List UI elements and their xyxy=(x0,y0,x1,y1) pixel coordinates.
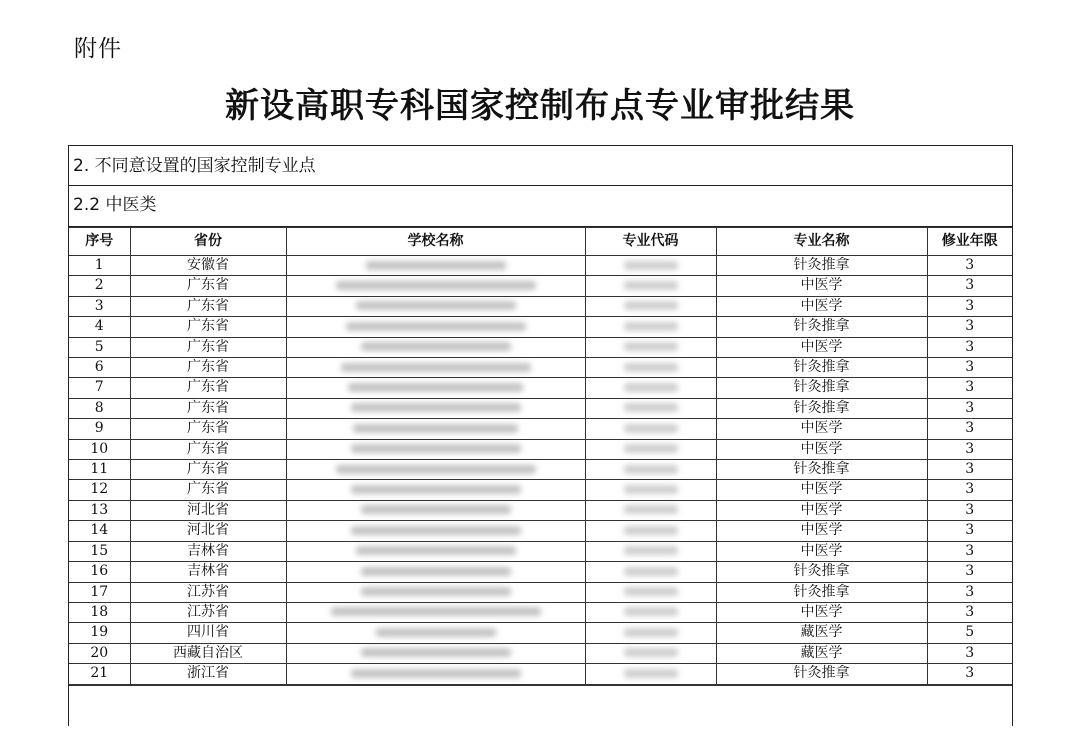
row-major: 中医学 xyxy=(716,439,927,459)
row-school-redacted xyxy=(286,602,585,622)
row-years: 3 xyxy=(927,602,1012,622)
redaction-blur xyxy=(361,505,511,514)
table-row xyxy=(69,521,1012,541)
row-school-redacted xyxy=(286,480,585,500)
redaction-blur xyxy=(351,444,521,453)
row-index: 15 xyxy=(69,541,130,561)
row-major: 藏医学 xyxy=(716,643,927,663)
row-years: 3 xyxy=(927,317,1012,337)
row-years: 3 xyxy=(927,276,1012,296)
row-code-redacted xyxy=(585,623,716,643)
row-school-redacted xyxy=(286,562,585,582)
redaction-blur xyxy=(351,526,521,535)
row-major: 中医学 xyxy=(716,480,927,500)
table-row xyxy=(69,541,1012,561)
row-index: 8 xyxy=(69,398,130,418)
redaction-blur xyxy=(361,648,511,657)
redaction-blur xyxy=(624,648,678,657)
row-major: 针灸推拿 xyxy=(716,582,927,602)
row-major: 藏医学 xyxy=(716,623,927,643)
row-years: 3 xyxy=(927,541,1012,561)
table-header-row xyxy=(69,228,1012,256)
row-years: 3 xyxy=(927,398,1012,418)
table-row xyxy=(69,500,1012,520)
row-index: 11 xyxy=(69,460,130,480)
row-school-redacted xyxy=(286,500,585,520)
redaction-blur xyxy=(351,669,521,678)
row-province: 广东省 xyxy=(130,398,286,418)
redaction-blur xyxy=(624,424,678,433)
row-code-redacted xyxy=(585,256,716,276)
row-code-redacted xyxy=(585,643,716,663)
row-province: 吉林省 xyxy=(130,562,286,582)
row-code-redacted xyxy=(585,398,716,418)
table-row xyxy=(69,358,1012,378)
row-major: 针灸推拿 xyxy=(716,664,927,684)
row-index: 4 xyxy=(69,317,130,337)
redaction-blur xyxy=(351,485,521,494)
row-code-redacted xyxy=(585,480,716,500)
row-school-redacted xyxy=(286,439,585,459)
row-index: 18 xyxy=(69,602,130,622)
row-major: 中医学 xyxy=(716,521,927,541)
row-province: 西藏自治区 xyxy=(130,643,286,663)
row-school-redacted xyxy=(286,419,585,439)
row-code-redacted xyxy=(585,419,716,439)
row-years: 3 xyxy=(927,296,1012,316)
table-row xyxy=(69,623,1012,643)
redaction-blur xyxy=(624,505,678,514)
row-index: 10 xyxy=(69,439,130,459)
redaction-blur xyxy=(624,363,678,372)
table-row xyxy=(69,398,1012,418)
redaction-blur xyxy=(624,465,678,474)
row-major: 针灸推拿 xyxy=(716,317,927,337)
row-code-redacted xyxy=(585,296,716,316)
table-row xyxy=(69,664,1012,684)
row-index: 3 xyxy=(69,296,130,316)
header-index: 序号 xyxy=(69,228,130,256)
row-province: 吉林省 xyxy=(130,541,286,561)
row-major: 针灸推拿 xyxy=(716,256,927,276)
row-index: 19 xyxy=(69,623,130,643)
row-years: 5 xyxy=(927,623,1012,643)
redaction-blur xyxy=(624,322,678,331)
header-code: 专业代码 xyxy=(585,228,716,256)
table-row xyxy=(69,256,1012,276)
redaction-blur xyxy=(361,567,511,576)
row-province: 河北省 xyxy=(130,500,286,520)
row-school-redacted xyxy=(286,296,585,316)
row-major: 中医学 xyxy=(716,602,927,622)
redaction-blur xyxy=(336,281,536,290)
row-major: 针灸推拿 xyxy=(716,460,927,480)
row-province: 广东省 xyxy=(130,358,286,378)
row-index: 12 xyxy=(69,480,130,500)
row-major: 针灸推拿 xyxy=(716,378,927,398)
row-index: 5 xyxy=(69,337,130,357)
row-index: 16 xyxy=(69,562,130,582)
redaction-blur xyxy=(624,383,678,392)
document-title: 新设高职专科国家控制布点专业审批结果 xyxy=(225,86,855,126)
row-years: 3 xyxy=(927,358,1012,378)
row-province: 广东省 xyxy=(130,378,286,398)
row-years: 3 xyxy=(927,256,1012,276)
table-body xyxy=(69,256,1012,685)
row-years: 3 xyxy=(927,480,1012,500)
row-school-redacted xyxy=(286,541,585,561)
row-province: 广东省 xyxy=(130,296,286,316)
redaction-blur xyxy=(624,485,678,494)
row-school-redacted xyxy=(286,521,585,541)
row-province: 江苏省 xyxy=(130,582,286,602)
row-years: 3 xyxy=(927,337,1012,357)
row-years: 3 xyxy=(927,500,1012,520)
row-index: 14 xyxy=(69,521,130,541)
header-years: 修业年限 xyxy=(927,228,1012,256)
row-index: 13 xyxy=(69,500,130,520)
redaction-blur xyxy=(624,526,678,535)
row-school-redacted xyxy=(286,358,585,378)
row-index: 7 xyxy=(69,378,130,398)
table-row xyxy=(69,602,1012,622)
redaction-blur xyxy=(356,546,516,555)
redaction-blur xyxy=(624,546,678,555)
results-table xyxy=(69,227,1012,685)
redaction-blur xyxy=(361,342,511,351)
row-province: 浙江省 xyxy=(130,664,286,684)
row-province: 广东省 xyxy=(130,439,286,459)
row-major: 中医学 xyxy=(716,276,927,296)
row-province: 广东省 xyxy=(130,419,286,439)
redaction-blur xyxy=(624,444,678,453)
row-code-redacted xyxy=(585,337,716,357)
section-heading: 2. 不同意设置的国家控制专业点 xyxy=(69,146,1012,186)
row-index: 6 xyxy=(69,358,130,378)
row-index: 21 xyxy=(69,664,130,684)
row-major: 中医学 xyxy=(716,500,927,520)
row-province: 四川省 xyxy=(130,623,286,643)
results-table-frame xyxy=(68,145,1013,726)
row-years: 3 xyxy=(927,643,1012,663)
row-school-redacted xyxy=(286,378,585,398)
row-province: 广东省 xyxy=(130,317,286,337)
redaction-blur xyxy=(624,301,678,310)
subsection-heading: 2.2 中医类 xyxy=(69,186,1012,227)
row-major: 中医学 xyxy=(716,337,927,357)
row-index: 2 xyxy=(69,276,130,296)
row-code-redacted xyxy=(585,541,716,561)
row-province: 安徽省 xyxy=(130,256,286,276)
row-school-redacted xyxy=(286,460,585,480)
row-code-redacted xyxy=(585,439,716,459)
row-years: 3 xyxy=(927,582,1012,602)
row-school-redacted xyxy=(286,337,585,357)
row-index: 17 xyxy=(69,582,130,602)
table-row xyxy=(69,480,1012,500)
row-code-redacted xyxy=(585,317,716,337)
redaction-blur xyxy=(624,342,678,351)
row-major: 中医学 xyxy=(716,419,927,439)
row-code-redacted xyxy=(585,378,716,398)
table-footer-space xyxy=(69,685,1012,746)
redaction-blur xyxy=(361,587,511,596)
table-row xyxy=(69,317,1012,337)
row-years: 3 xyxy=(927,521,1012,541)
row-province: 广东省 xyxy=(130,276,286,296)
row-school-redacted xyxy=(286,643,585,663)
table-row xyxy=(69,378,1012,398)
table-row xyxy=(69,460,1012,480)
redaction-blur xyxy=(341,363,531,372)
header-major: 专业名称 xyxy=(716,228,927,256)
redaction-blur xyxy=(624,567,678,576)
row-years: 3 xyxy=(927,439,1012,459)
redaction-blur xyxy=(624,587,678,596)
row-major: 针灸推拿 xyxy=(716,358,927,378)
row-code-redacted xyxy=(585,276,716,296)
table-row xyxy=(69,582,1012,602)
row-years: 3 xyxy=(927,378,1012,398)
row-code-redacted xyxy=(585,460,716,480)
row-years: 3 xyxy=(927,664,1012,684)
row-school-redacted xyxy=(286,256,585,276)
row-code-redacted xyxy=(585,582,716,602)
row-code-redacted xyxy=(585,664,716,684)
redaction-blur xyxy=(624,261,678,270)
row-code-redacted xyxy=(585,521,716,541)
row-index: 1 xyxy=(69,256,130,276)
row-code-redacted xyxy=(585,500,716,520)
redaction-blur xyxy=(366,261,506,270)
redaction-blur xyxy=(624,628,678,637)
row-province: 河北省 xyxy=(130,521,286,541)
row-major: 针灸推拿 xyxy=(716,398,927,418)
redaction-blur xyxy=(346,322,526,331)
redaction-blur xyxy=(624,607,678,616)
redaction-blur xyxy=(353,424,518,433)
row-major: 针灸推拿 xyxy=(716,562,927,582)
table-row xyxy=(69,439,1012,459)
redaction-blur xyxy=(351,403,521,412)
row-code-redacted xyxy=(585,358,716,378)
row-years: 3 xyxy=(927,419,1012,439)
table-row xyxy=(69,276,1012,296)
table-row xyxy=(69,419,1012,439)
table-row xyxy=(69,562,1012,582)
header-province: 省份 xyxy=(130,228,286,256)
row-index: 9 xyxy=(69,419,130,439)
header-school: 学校名称 xyxy=(286,228,585,256)
row-years: 3 xyxy=(927,460,1012,480)
row-school-redacted xyxy=(286,317,585,337)
redaction-blur xyxy=(356,301,516,310)
table-row xyxy=(69,643,1012,663)
row-school-redacted xyxy=(286,664,585,684)
row-major: 中医学 xyxy=(716,541,927,561)
redaction-blur xyxy=(624,281,678,290)
table-row xyxy=(69,296,1012,316)
row-province: 广东省 xyxy=(130,337,286,357)
row-province: 广东省 xyxy=(130,480,286,500)
redaction-blur xyxy=(624,403,678,412)
row-code-redacted xyxy=(585,602,716,622)
redaction-blur xyxy=(336,465,536,474)
row-province: 广东省 xyxy=(130,460,286,480)
row-index: 20 xyxy=(69,643,130,663)
row-province: 江苏省 xyxy=(130,602,286,622)
row-school-redacted xyxy=(286,398,585,418)
redaction-blur xyxy=(376,628,496,637)
attachment-label: 附件 xyxy=(74,36,122,62)
row-school-redacted xyxy=(286,276,585,296)
redaction-blur xyxy=(331,607,541,616)
row-school-redacted xyxy=(286,582,585,602)
redaction-blur xyxy=(348,383,523,392)
row-major: 中医学 xyxy=(716,296,927,316)
row-code-redacted xyxy=(585,562,716,582)
redaction-blur xyxy=(624,669,678,678)
row-years: 3 xyxy=(927,562,1012,582)
row-school-redacted xyxy=(286,623,585,643)
table-row xyxy=(69,337,1012,357)
